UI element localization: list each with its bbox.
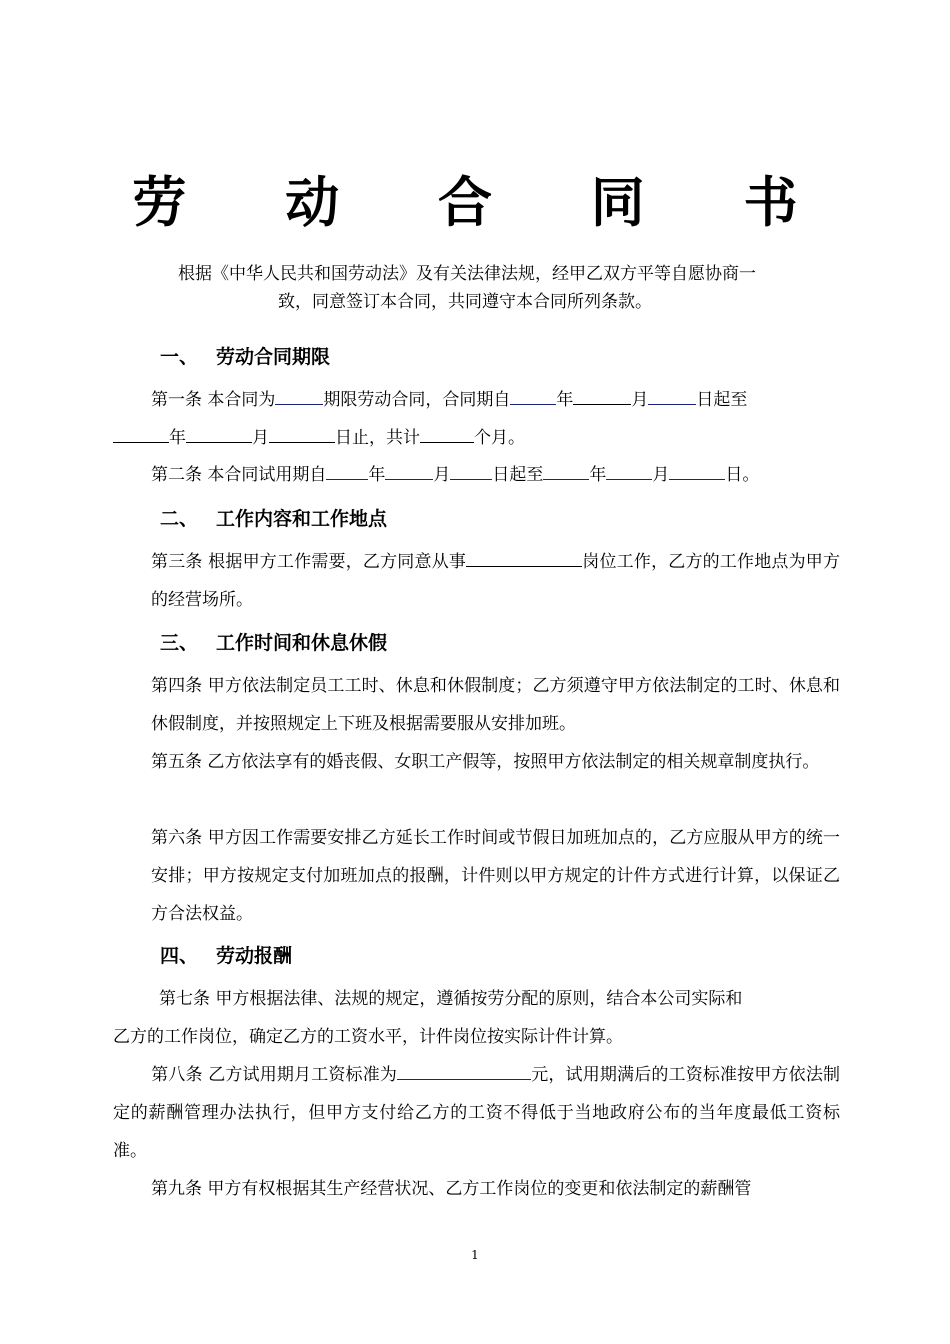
- intro-line-1: 根据《中华人民共和国劳动法》及有关法律法规，经甲乙双方平等自愿协商一: [178, 264, 756, 284]
- article-text: 第三条 根据甲方工作需要，乙方同意从事: [151, 552, 467, 572]
- blank-probation-end-day[interactable]: [669, 461, 725, 480]
- blank-probation-salary[interactable]: [397, 1061, 531, 1080]
- article-1: [113, 381, 840, 457]
- article-8: [113, 1056, 840, 1170]
- article-6: 第六条 甲方因工作需要安排乙方延长工作时间或节假日加班加点的，乙方应服从甲方的统一安排；甲方按规定支付加班加点的报酬，计件则以甲方规定的计件方式进行计算，以保证乙方合法权益。: [151, 828, 840, 924]
- article-7-line-1: 第七条 甲方根据法律、法规的规定，遵循按劳分配的原则，结合本公司实际和: [159, 989, 743, 1009]
- article-2: [113, 456, 840, 494]
- article-text: 日起至: [696, 390, 748, 410]
- article-text: 年: [556, 390, 574, 410]
- article-text: 年: [368, 465, 386, 485]
- article-text: 个月。: [474, 428, 525, 448]
- blank-months[interactable]: [420, 424, 474, 443]
- blank-contract-type[interactable]: [275, 386, 323, 405]
- section-number: 一、: [160, 346, 199, 368]
- article-3: [113, 543, 840, 619]
- blank-end-year[interactable]: [113, 424, 169, 443]
- section-title: 工作时间和休息休假: [216, 632, 388, 654]
- blank-end-month[interactable]: [186, 424, 252, 443]
- article-text: 月: [433, 465, 451, 485]
- intro-paragraph: [178, 260, 858, 316]
- blank-start-month[interactable]: [573, 386, 631, 405]
- section-number: 三、: [160, 632, 199, 654]
- section-heading-3: [160, 629, 387, 657]
- blank-start-year[interactable]: [510, 386, 556, 405]
- blank-probation-end-year[interactable]: [543, 461, 589, 480]
- article-text: 第二条 本合同试用期自: [151, 465, 327, 485]
- blank-probation-start-year[interactable]: [326, 461, 368, 480]
- article-text: 年: [589, 465, 607, 485]
- article-4: 第四条 甲方依法制定员工工时、休息和休假制度；乙方须遵守甲方依法制定的工时、休息和休假制度，并按照规定上下班及根据需要服从安排加班。: [151, 676, 840, 734]
- section-title: 劳动报酬: [216, 945, 293, 967]
- page-number: 1: [471, 1248, 479, 1262]
- blank-probation-start-month[interactable]: [385, 461, 433, 480]
- blank-position[interactable]: [466, 548, 582, 567]
- intro-line-2: 致，同意签订本合同，共同遵守本合同所列条款。: [278, 292, 652, 312]
- section-number: 四、: [160, 945, 199, 967]
- document-title: 劳 动 合 同 书: [132, 171, 838, 234]
- article-text: 元，试用期满后的工资标准按甲方依法制定的薪酬管理办法执行，但甲方支付给乙方的工资不得低于当地政府公布的当年度最低工资标准。: [113, 1065, 841, 1161]
- article-7: [113, 980, 840, 1056]
- article-text: 期限劳动合同，合同期自: [323, 390, 511, 410]
- article-text: 月: [652, 465, 670, 485]
- blank-end-day[interactable]: [269, 424, 335, 443]
- article-5: 第五条 乙方依法享有的婚丧假、女职工产假等，按照甲方依法制定的相关规章制度执行。: [151, 752, 820, 772]
- section-heading-1: [160, 343, 330, 371]
- article-text: 第八条 乙方试用期月工资标准为: [151, 1065, 398, 1085]
- section-number: 二、: [160, 508, 199, 530]
- article-text: 日止，共计: [335, 428, 420, 448]
- section-title: 工作内容和工作地点: [216, 508, 388, 530]
- section-heading-2: [160, 505, 387, 533]
- section-title: 劳动合同期限: [216, 346, 331, 368]
- blank-probation-end-month[interactable]: [606, 461, 652, 480]
- article-7-line-2: 乙方的工作岗位，确定乙方的工资水平，计件岗位按实际计件计算。: [113, 1027, 623, 1047]
- article-text: 月: [252, 428, 269, 448]
- section-heading-4: [160, 942, 292, 970]
- blank-probation-start-day[interactable]: [450, 461, 492, 480]
- article-text: 第一条 本合同为: [151, 390, 276, 410]
- article-text: 月: [631, 390, 649, 410]
- article-text: 日起至: [492, 465, 544, 485]
- article-text: 日。: [725, 465, 760, 485]
- article-9: 第九条 甲方有权根据其生产经营状况、乙方工作岗位的变更和依法制定的薪酬管: [151, 1179, 752, 1199]
- article-text: 岗位工作，乙方的工作地点为甲方的经营场所。: [151, 552, 841, 610]
- blank-start-day[interactable]: [648, 386, 696, 405]
- article-text: 年: [169, 428, 186, 448]
